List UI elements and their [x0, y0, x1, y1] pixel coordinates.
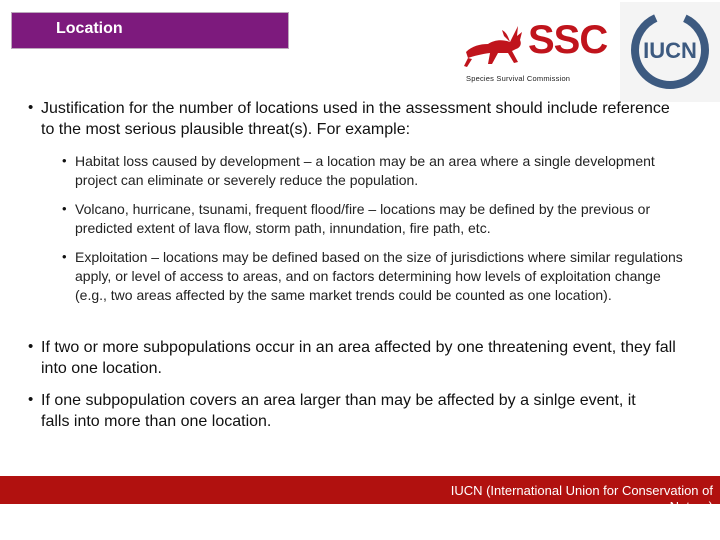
bullet-text: If one subpopulation covers an area larger than may be affected by a sinlge event, it falls into more than one location. — [41, 392, 636, 430]
bullet-dot: • — [62, 249, 67, 264]
ssc-logo-subtitle: Species Survival Commission — [466, 74, 571, 83]
slide-title: Location — [56, 20, 123, 37]
bullet-text: If two or more subpopulations occur in an area affected by one threatening event, they fall into one location. — [41, 339, 676, 377]
bullet-dot: • — [28, 391, 34, 408]
bullet-dot: • — [62, 153, 67, 168]
bullet-text: Justification for the number of locations used in the assessment should include reference to the most serious plausible threat(s). For example: — [41, 100, 670, 138]
ssc-logo-text: SSC — [528, 18, 608, 62]
bullet-text: Volcano, hurricane, tsunami, frequent flood/fire – locations may be defined by the previous or predicted extent of lava flow, storm path, innundation, fire path, etc. — [75, 201, 651, 236]
bullet-dot: • — [28, 99, 34, 116]
iucn-logo-text: IUCN — [643, 38, 697, 63]
bullet-dot: • — [28, 338, 34, 355]
footer-text: IUCN (International Union for Conservation of Nature) — [450, 483, 713, 514]
ssc-logo — [462, 18, 618, 88]
logo-area — [462, 10, 720, 100]
antelope-icon — [462, 22, 528, 72]
bullet-text: Exploitation – locations may be defined based on the size of jurisdictions where similar regulations apply, or level of access to areas, and on factors determining how levels of exploitation change (e.g., two areas affected by the same market trends could be counted as one location). — [75, 249, 683, 303]
slide-title-bar — [11, 12, 289, 49]
iucn-logo — [620, 2, 720, 102]
bullet-text: Habitat loss caused by development – a location may be an area where a single development project can eliminate or severely reduce the population. — [75, 153, 655, 188]
footer-bar — [0, 476, 720, 514]
bullet-dot: • — [62, 201, 67, 216]
